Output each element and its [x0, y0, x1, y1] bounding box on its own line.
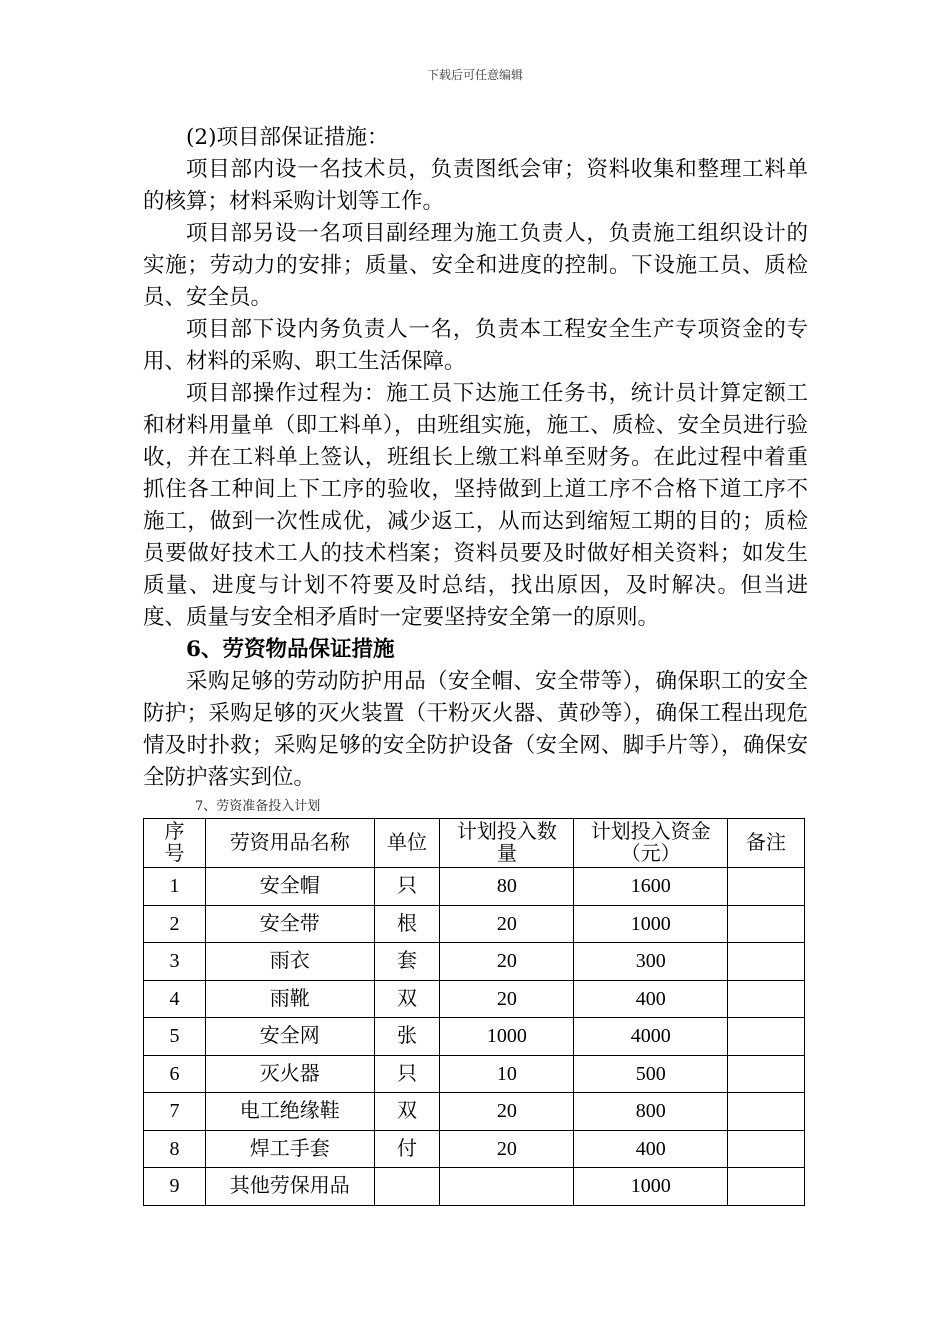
header-cell-index: 序号 — [144, 819, 206, 868]
cell-funds: 800 — [574, 1093, 728, 1131]
table-row — [144, 943, 805, 981]
cell-unit: 付 — [374, 1130, 440, 1168]
document-body — [143, 122, 808, 1206]
cell-remarks — [728, 1018, 805, 1056]
cell-item-name: 灭火器 — [205, 1055, 374, 1093]
cell-unit: 只 — [374, 868, 440, 906]
cell-funds: 1000 — [574, 1168, 728, 1206]
cell-index: 6 — [144, 1055, 206, 1093]
cell-quantity: 20 — [440, 943, 574, 981]
cell-funds: 1600 — [574, 868, 728, 906]
table-row — [144, 1168, 805, 1206]
table-row — [144, 1018, 805, 1056]
cell-index: 2 — [144, 905, 206, 943]
header-cell-item-name: 劳资用品名称 — [205, 819, 374, 868]
cell-remarks — [728, 1093, 805, 1131]
cell-funds: 4000 — [574, 1018, 728, 1056]
cell-funds: 300 — [574, 943, 728, 981]
cell-remarks — [728, 868, 805, 906]
cell-unit: 双 — [374, 1093, 440, 1131]
cell-unit: 只 — [374, 1055, 440, 1093]
cell-remarks — [728, 980, 805, 1018]
cell-quantity: 20 — [440, 1093, 574, 1131]
cell-item-name: 雨衣 — [205, 943, 374, 981]
header-cell-quantity: 计划投入数量 — [440, 819, 574, 868]
labor-plan-table — [143, 818, 805, 1206]
cell-index: 1 — [144, 868, 206, 906]
cell-index: 4 — [144, 980, 206, 1018]
cell-item-name: 安全带 — [205, 905, 374, 943]
page-header: 下载后可任意编辑 — [426, 68, 523, 82]
cell-remarks — [728, 905, 805, 943]
cell-funds: 500 — [574, 1055, 728, 1093]
cell-quantity: 20 — [440, 980, 574, 1018]
paragraph-internal-affairs: 项目部下设内务负责人一名，负责本工程安全生产专项资金的专用、材料的采购、职工生活保障。 — [143, 317, 808, 374]
cell-remarks — [728, 1130, 805, 1168]
cell-quantity: 10 — [440, 1055, 574, 1093]
cell-index: 5 — [144, 1018, 206, 1056]
cell-funds: 400 — [574, 1130, 728, 1168]
paragraph-operation-process: 项目部操作过程为：施工员下达施工任务书，统计员计算定额工和材料用量单（即工料单），由班组实施，施工、质检、安全员进行验收，并在工料单上签认，班组长上缴工料单至财务。在此过程中着重抓住各工种间上下工序的验收，坚持做到上道工序不合格下道工序不施工，做到一次性成优，减少返工，从而达到缩短工期的目的；质检员要做好技术工人的技术档案；资料员要及时做好相关资料；如发生质量、进度与计划不符要及时总结，找出原因，及时解决。但当进度、质量与安全相矛盾时一定要坚持安全第一的原则。 — [143, 381, 808, 630]
cell-item-name: 雨靴 — [205, 980, 374, 1018]
table-row — [144, 1055, 805, 1093]
table-row — [144, 1093, 805, 1131]
cell-item-name: 安全帽 — [205, 868, 374, 906]
cell-quantity: 1000 — [440, 1018, 574, 1056]
cell-funds: 400 — [574, 980, 728, 1018]
cell-unit: 双 — [374, 980, 440, 1018]
table-row — [144, 868, 805, 906]
paragraph-deputy-manager: 项目部另设一名项目副经理为施工负责人，负责施工组织设计的实施；劳动力的安排；质量、安全和进度的控制。下设施工员、质检员、安全员。 — [143, 221, 808, 310]
cell-funds: 1000 — [574, 905, 728, 943]
cell-index: 7 — [144, 1093, 206, 1131]
section-heading-6: 6、劳资物品保证措施 — [186, 637, 395, 662]
cell-quantity: 20 — [440, 905, 574, 943]
cell-unit: 套 — [374, 943, 440, 981]
cell-unit: 张 — [374, 1018, 440, 1056]
table-header-row — [144, 819, 805, 868]
cell-remarks — [728, 1055, 805, 1093]
cell-index: 8 — [144, 1130, 206, 1168]
paragraph-technician: 项目部内设一名技术员，负责图纸会审；资料收集和整理工料单的核算；材料采购计划等工作。 — [143, 157, 808, 214]
cell-unit: 根 — [374, 905, 440, 943]
table-row — [144, 1130, 805, 1168]
cell-item-name: 其他劳保用品 — [205, 1168, 374, 1206]
cell-index: 3 — [144, 943, 206, 981]
header-cell-funds: 计划投入资金（元） — [574, 819, 728, 868]
cell-remarks — [728, 1168, 805, 1206]
paragraph-labor-supplies: 采购足够的劳动防护用品（安全帽、安全带等），确保职工的安全防护；采购足够的灭火装置（干粉灭火器、黄砂等），确保工程出现危情及时扑救；采购足够的安全防护设备（安全网、脚手片等），确保安全防护落实到位。 — [143, 669, 808, 790]
paragraph-project-measures-title: (2)项目部保证措施： — [186, 125, 389, 150]
cell-index: 9 — [144, 1168, 206, 1206]
table-caption: 7、劳资准备投入计划 — [195, 799, 321, 814]
cell-quantity: 20 — [440, 1130, 574, 1168]
cell-remarks — [728, 943, 805, 981]
cell-item-name: 电工绝缘鞋 — [205, 1093, 374, 1131]
cell-quantity: 80 — [440, 868, 574, 906]
table-row — [144, 905, 805, 943]
cell-unit — [374, 1168, 440, 1206]
cell-item-name: 安全网 — [205, 1018, 374, 1056]
cell-item-name: 焊工手套 — [205, 1130, 374, 1168]
cell-quantity — [440, 1168, 574, 1206]
header-cell-unit: 单位 — [374, 819, 440, 868]
header-cell-remarks: 备注 — [728, 819, 805, 868]
table-row — [144, 980, 805, 1018]
